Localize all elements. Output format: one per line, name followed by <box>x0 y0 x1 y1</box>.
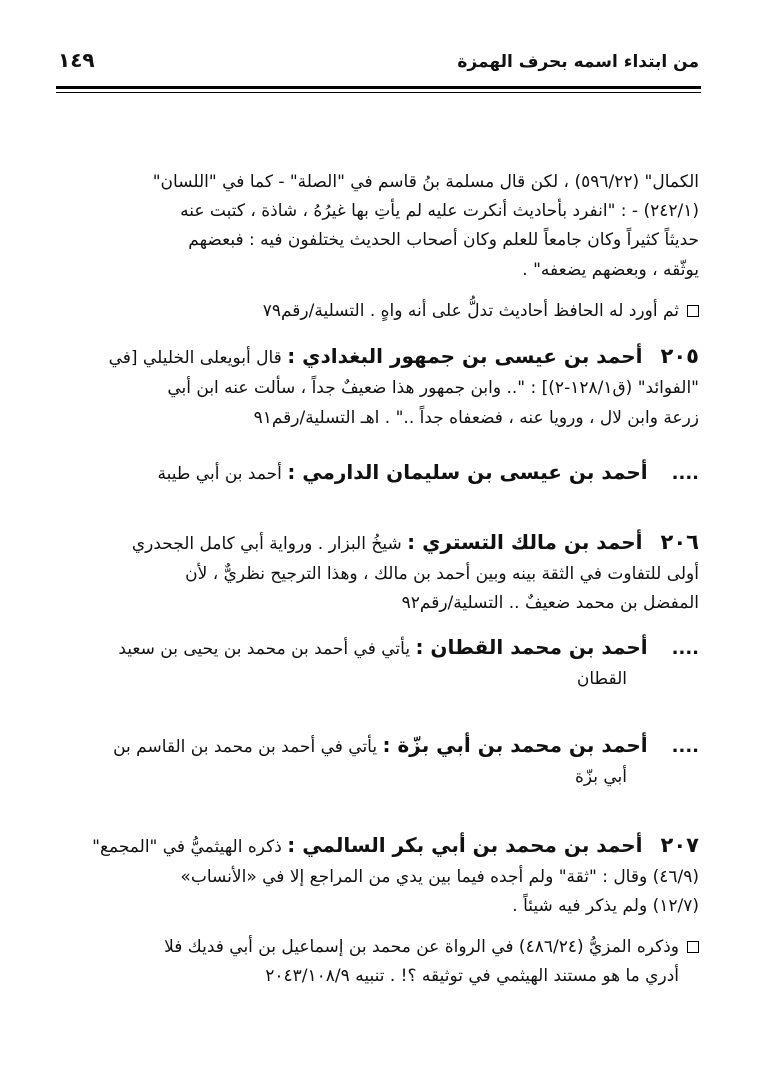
text-line: حديثاً كثيراً وكان جامعاً للعلم وكان أصحاب الحديث يختلفون فيه : فبعضهم <box>188 230 699 251</box>
entry-text: ذكره الهيثميُّ في "المجمع" <box>92 836 282 857</box>
text-line: الكمال" (٥٩٦/٢٢) ، لكن قال مسلمة بنُ قاسم في "الصلة" - كما في "اللسان" <box>152 172 699 192</box>
text-line: المفضل بن محمد ضعيفٌ .. التسلية/رقم٩٢ <box>401 593 699 614</box>
note-2 <box>58 933 699 991</box>
text-line: أولى للتفاوت في الثقة بينه وبين أحمد بن مالك ، وهذا الترجيح نظريٌّ ، لأن <box>185 563 699 584</box>
note-text: ثم أورد له الحافظ أحاديث تدلُّ على أنه واهٍ . التسلية/رقم٧٩ <box>262 300 679 321</box>
intro-paragraph <box>58 168 699 285</box>
narrator-name: أحمد بن عيسى بن سليمان الدارمي : <box>287 459 648 484</box>
narrator-name: أحمد بن مالك التستري : <box>407 529 643 554</box>
entry-206 <box>58 524 699 619</box>
entry-207 <box>58 827 699 922</box>
entry-text: يأتي في أحمد بن محمد بن القاسم بن <box>113 737 378 758</box>
narrator-name: أحمد بن محمد القطان : <box>415 635 648 660</box>
running-title: من ابتداء اسمه بحرف الهمزة <box>457 52 699 72</box>
text-line: (١٢/٧) ولم يذكر فيه شيئاً . <box>512 896 699 916</box>
note-line <box>58 297 699 326</box>
entry-darimi <box>58 455 699 490</box>
entry-qattan <box>58 630 699 694</box>
entry-text: يأتي في أحمد بن محمد بن يحيى بن سعيد <box>118 639 411 660</box>
text-line: (٢٤٢/١) - : "انفرد بأحاديث أنكرت عليه لم يأتِ بها غيرُهُ ، شاذة ، كتبت عنه <box>180 201 699 222</box>
entry-number: ٢٠٥ <box>660 344 699 369</box>
square-bullet-icon <box>687 305 699 317</box>
text-line: أدري ما هو مستند الهيثمي في توثيقه ؟! . تنبيه ٢٠٤٣/١٠٨/٩ <box>265 966 679 987</box>
cross-ref-dots: .... <box>671 462 699 484</box>
text-line: أبي بزّة <box>574 767 627 788</box>
narrator-name: أحمد بن محمد بن أبي بزّة : <box>382 733 648 758</box>
cross-ref-dots: .... <box>671 638 699 660</box>
text-line: "الفوائد" (ق١٢٨/١-٢)] : ".. وابن جمهور هذا ضعيفٌ جداً ، سألت عنه ابن أبي <box>167 378 699 399</box>
header-rule-thick <box>56 86 701 89</box>
page-body <box>58 168 699 992</box>
entry-text: أحمد بن أبي طيبة <box>157 463 282 484</box>
entry-number: ٢٠٦ <box>660 529 699 554</box>
entry-text: شيخُ البزار . ورواية أبي كامل الجحدري <box>131 533 402 554</box>
entry-text: قال أبويعلى الخليلي [في <box>108 348 282 369</box>
cross-ref-dots: .... <box>671 736 699 758</box>
page-header <box>58 44 699 82</box>
note-text: وذكره المزيُّ (٤٨٦/٢٤) في الرواة عن محمد بن إسماعيل بن أبي فديك فلا <box>164 937 679 958</box>
square-bullet-icon <box>687 941 699 953</box>
text-line: (٤٦/٩) وقال : "ثقة" ولم أجده فيما بين يدي من المراجع إلا في «الأنساب» <box>180 866 699 887</box>
entry-bazza <box>58 728 699 792</box>
text-line: يوثّقه ، وبعضهم يضعفه" . <box>522 259 699 280</box>
narrator-name: أحمد بن محمد بن أبي بكر السالمي : <box>287 832 643 857</box>
page-number: ١٤٩ <box>58 48 95 72</box>
entry-number: ٢٠٧ <box>660 832 699 857</box>
narrator-name: أحمد بن عيسى بن جمهور البغدادي : <box>287 344 643 369</box>
entry-205 <box>58 338 699 433</box>
header-rule-thin <box>56 92 701 93</box>
text-line: القطان <box>576 669 627 690</box>
text-line: زرعة وابن لال ، ورويا عنه ، فضعفاه جداً .." . اهـ التسلية/رقم٩١ <box>253 407 699 428</box>
